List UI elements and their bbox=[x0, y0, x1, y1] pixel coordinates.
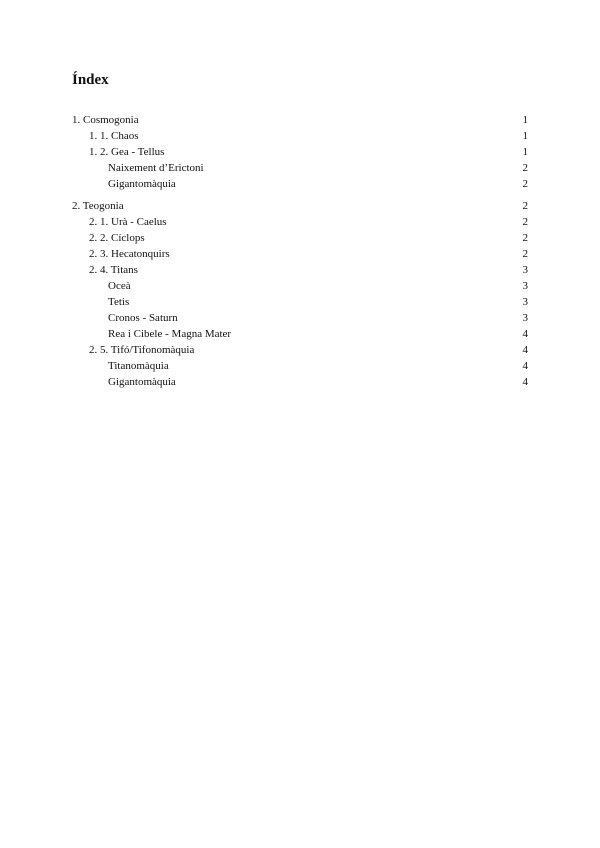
toc-entry-page: 4 bbox=[522, 360, 528, 372]
toc-entry-page: 2 bbox=[522, 200, 528, 212]
toc-entry-label: Oceà bbox=[108, 280, 131, 292]
toc-entry[interactable] bbox=[72, 160, 528, 176]
toc-entry[interactable] bbox=[72, 310, 528, 326]
toc-entry-page: 1 bbox=[522, 130, 528, 142]
toc-entry-label: 2. 4. Titans bbox=[89, 264, 138, 276]
toc-entry-label: 2. 3. Hecatonquirs bbox=[89, 248, 170, 260]
toc-entry-label: Cronos - Saturn bbox=[108, 312, 178, 324]
toc-entry-label: 2. 2. Cíclops bbox=[89, 232, 145, 244]
toc-entry-label: Gigantomàquia bbox=[108, 178, 176, 190]
toc-entry[interactable] bbox=[72, 128, 528, 144]
toc-entry-page: 3 bbox=[522, 312, 528, 324]
toc-entry-label: 2. Teogonia bbox=[72, 200, 124, 212]
toc-entry-label: 1. 2. Gea - Tellus bbox=[89, 146, 165, 158]
toc-entry-label: 2. 1. Urà - Caelus bbox=[89, 216, 167, 228]
toc-entry[interactable] bbox=[72, 326, 528, 342]
toc-section-teogonia bbox=[72, 198, 528, 390]
toc-entry-page: 4 bbox=[522, 344, 528, 356]
index-title: Índex bbox=[72, 72, 109, 88]
toc-entry[interactable] bbox=[72, 246, 528, 262]
toc-entry-label: Rea i Cibele - Magna Mater bbox=[108, 328, 232, 340]
toc-entry-label: Gigantomàquia bbox=[108, 376, 176, 388]
toc-entry-label: Titanomàquia bbox=[108, 360, 169, 372]
toc-entry-page: 1 bbox=[522, 114, 528, 126]
toc-entry-label: 1. 1. Chaos bbox=[89, 130, 139, 142]
toc-entry-page: 4 bbox=[522, 328, 528, 340]
toc-entry[interactable] bbox=[72, 230, 528, 246]
table-of-contents bbox=[72, 112, 528, 390]
toc-entry-label: 2. 5. Tifó/Tifonomàquia bbox=[89, 344, 195, 356]
toc-entry-page: 3 bbox=[522, 280, 528, 292]
toc-entry[interactable] bbox=[72, 294, 528, 310]
toc-entry-page: 2 bbox=[522, 248, 528, 260]
toc-entry[interactable] bbox=[72, 358, 528, 374]
toc-entry-page: 3 bbox=[522, 264, 528, 276]
toc-entry[interactable] bbox=[72, 176, 528, 192]
toc-entry-page: 2 bbox=[522, 232, 528, 244]
toc-entry-page: 2 bbox=[522, 162, 528, 174]
toc-entry-page: 2 bbox=[522, 216, 528, 228]
toc-entry[interactable] bbox=[72, 144, 528, 160]
toc-entry-label: Tetis bbox=[108, 296, 130, 308]
toc-section-cosmogonia bbox=[72, 112, 528, 192]
toc-entry-page: 4 bbox=[522, 376, 528, 388]
toc-entry-label: 1. Cosmogonia bbox=[72, 114, 139, 126]
toc-entry-page: 2 bbox=[522, 178, 528, 190]
toc-entry[interactable] bbox=[72, 342, 528, 358]
toc-entry-label: Naixement d’Erictoni bbox=[108, 162, 204, 174]
toc-entry[interactable] bbox=[72, 214, 528, 230]
toc-entry[interactable] bbox=[72, 374, 528, 390]
toc-entry[interactable] bbox=[72, 262, 528, 278]
toc-entry[interactable] bbox=[72, 112, 528, 128]
toc-entry[interactable] bbox=[72, 198, 528, 214]
toc-entry-page: 3 bbox=[522, 296, 528, 308]
toc-entry-page: 1 bbox=[522, 146, 528, 158]
toc-entry[interactable] bbox=[72, 278, 528, 294]
